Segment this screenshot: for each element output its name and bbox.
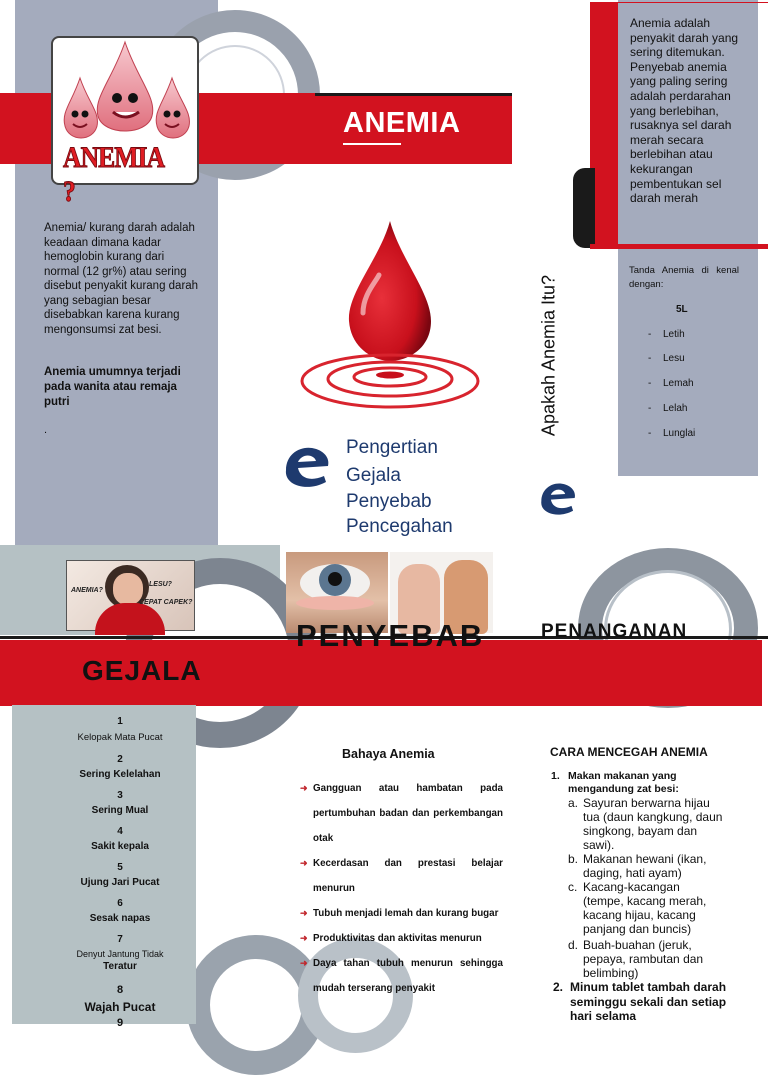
gejala-label-8: Wajah Pucat — [84, 1000, 156, 1014]
tanda-item-lemah: Lemah — [663, 378, 694, 389]
bahaya-list — [300, 776, 503, 1001]
gejala-title: GEJALA — [82, 655, 202, 686]
gejala-num-1: 1 — [117, 716, 123, 727]
tanda-dash-5: - — [648, 428, 652, 439]
gejala-label-6: Sesak napas — [89, 913, 151, 924]
tanda-item-lunglai: Lunglai — [663, 428, 696, 439]
cara-1d-letter: d. — [568, 938, 579, 952]
definition-paragraph: Anemia adalah penyakit darah yang sering ditemukan. Penyebab anemia yang paling sering adalah perdarahan yang berlebihan, rusaknya sel darah merah secara berlebihan atau kekurangan pembentukan sel darah merah — [630, 16, 739, 206]
cara-title: CARA MENCEGAH ANEMIA — [550, 745, 708, 759]
menu-gejala: Gejala — [346, 465, 401, 486]
menu-pengertian: Pengertian — [346, 437, 438, 458]
penyebab-title: PENYEBAB — [296, 618, 485, 653]
tanda-intro: Tanda Anemia di kenal dengan: — [629, 265, 739, 290]
penanganan-title: PENANGANAN — [541, 621, 688, 642]
bahaya-item-2: ➜ Kecerdasan dan prestasi belajar menurun — [300, 851, 503, 901]
cara-1c-letter: c. — [568, 880, 578, 894]
cara-1b-text: Makanan hewani (ikan, daging, hati ayam) — [583, 852, 707, 880]
cara-1a-text: Sayuran berwarna hijau tua (daun kangkung, daun singkong, bayam dan sawi). — [583, 796, 723, 852]
title-underline — [343, 143, 401, 145]
cara-2-title: Minum tablet tambah darah seminggu sekali dan setiap hari selama — [570, 980, 727, 1023]
anemia-logo — [51, 36, 199, 208]
blood-drop-icon — [295, 213, 495, 418]
gejala-num-8: 8 — [116, 984, 124, 996]
tanda-item-lelah: Lelah — [663, 403, 688, 414]
intro-paragraph: Anemia/ kurang darah adalah keadaan dimana kadar hemoglobin kurang dari normal (12 gr%) atau sering disebut penyakit kurang darah yang sebagian besar disebabkan karena kurang mengonsumsi zat besi. — [44, 222, 199, 336]
gejala-label-4: Sakit kepala — [91, 841, 149, 852]
right-red-line — [590, 244, 768, 249]
bahaya-title: Bahaya Anemia — [342, 747, 435, 761]
bahaya-item-3: ➜ Tubuh menjadi lemah dan kurang bugar — [300, 901, 503, 926]
e-logo-icon — [278, 442, 336, 490]
gejala-label-1: Kelopak Mata Pucat — [77, 732, 163, 743]
title-band-white — [0, 93, 55, 164]
title-band-top-line — [315, 93, 512, 96]
cara-1-num: 1. — [551, 770, 560, 782]
cara-1d-text: Buah-buahan (jeruk, pepaya, rambutan dan belimbing) — [583, 938, 704, 980]
cara-2-num: 2. — [553, 980, 564, 994]
menu-penyebab: Penyebab — [346, 491, 432, 512]
menu-pencegahan: Pencegahan — [346, 516, 453, 537]
gejala-label-7b: Teratur — [103, 961, 137, 972]
bahaya-item-5: ➜ Daya tahan tubuh menurun sehingga mudah terserang penyakit — [300, 951, 503, 1001]
tanda-dash-1: - — [648, 329, 652, 340]
cara-1a-letter: a. — [568, 796, 579, 810]
vertical-title: Apakah Anemia Itu? — [538, 274, 559, 437]
intro-dot: . — [44, 424, 48, 436]
bahaya-item-1: ➜ Gangguan atau hambatan pada pertumbuhan badan dan perkembangan otak — [300, 776, 503, 851]
photo-label-anemia: ANEMIA? — [71, 587, 103, 594]
gejala-label-2: Sering Kelelahan — [79, 769, 161, 780]
cara-1-title: Makan makanan yang mengandung zat besi: — [568, 770, 679, 795]
intro-bold-note: Anemia umumnya terjadi pada wanita atau remaja putri — [44, 366, 181, 408]
gejala-num-5: 5 — [117, 862, 123, 873]
right-top-line — [590, 2, 768, 3]
tanda-heading: 5L — [676, 304, 688, 315]
gejala-num-3: 3 — [117, 790, 123, 801]
tanda-dash-2: - — [648, 353, 652, 364]
page-title: ANEMIA — [343, 107, 461, 139]
tanda-item-letih: Letih — [663, 329, 685, 340]
right-black-curve — [573, 168, 595, 248]
gejala-label-7: Denyut Jantung Tidak — [76, 949, 164, 959]
tanda-item-lesu: Lesu — [663, 353, 685, 364]
tanda-dash-3: - — [648, 378, 652, 389]
gejala-label-3: Sering Mual — [91, 805, 149, 816]
gejala-label-5: Ujung Jari Pucat — [80, 877, 160, 888]
photo-label-capek: CEPAT CAPEK? — [139, 599, 193, 606]
woman-photo — [66, 560, 195, 631]
bahaya-item-4: ➜ Produktivitas dan aktivitas menurun — [300, 926, 503, 951]
tanda-dash-4: - — [648, 403, 652, 414]
gejala-num-9: 9 — [116, 1017, 124, 1029]
gejala-list — [52, 716, 188, 1028]
cara-1c-text: Kacang-kacangan (tempe, kacang merah, kacang hijau, kacang panjang dan buncis) — [583, 880, 707, 936]
e-logo-icon-small — [535, 478, 581, 518]
gejala-num-7: 7 — [117, 934, 123, 945]
gejala-num-2: 2 — [117, 754, 123, 765]
photo-label-lesu: LESU? — [149, 581, 172, 588]
logo-text: ANEMIA ? — [63, 141, 163, 208]
gejala-num-6: 6 — [117, 898, 123, 909]
cara-1b-letter: b. — [568, 852, 579, 866]
gejala-num-4: 4 — [117, 826, 123, 837]
